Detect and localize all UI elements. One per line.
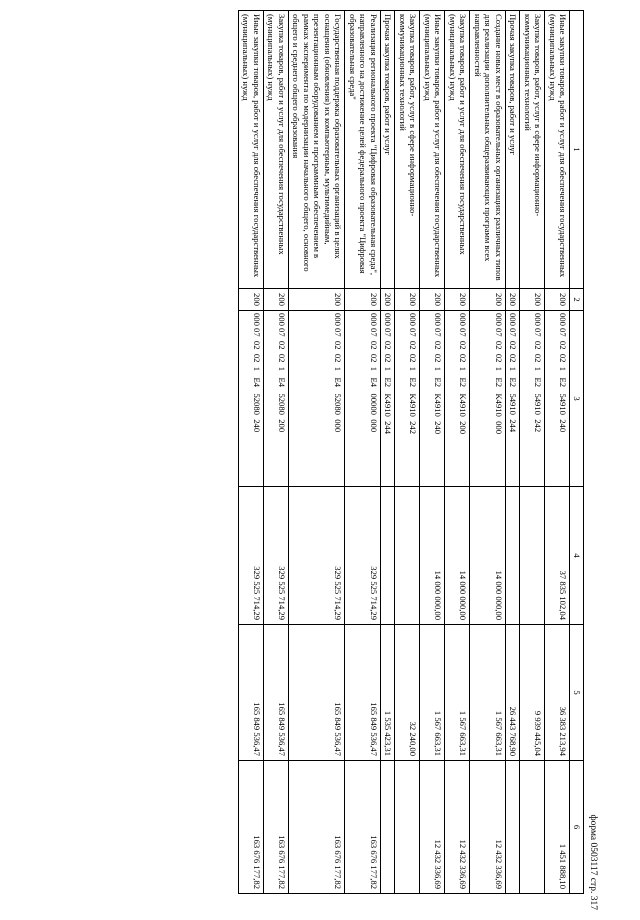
unexecuted-amount-cell — [380, 761, 394, 894]
budget-code-cell: 000 07 02 02 1 E2 54910 240 — [545, 311, 570, 487]
approved-amount-cell — [380, 487, 394, 625]
executed-amount-cell: 36 383 213,94 — [545, 625, 570, 761]
unexecuted-amount-cell: 12 432 336,69 — [420, 761, 445, 894]
unexecuted-amount-cell: 12 432 336,69 — [445, 761, 470, 894]
executed-amount-cell: 1 567 663,31 — [445, 625, 470, 761]
line-code-cell: 200 — [238, 289, 263, 311]
executed-amount-cell: 165 849 536,47 — [345, 625, 380, 761]
table-row — [380, 11, 394, 894]
line-code-cell: 200 — [395, 289, 420, 311]
row-name-cell: Реализация регионального проекта "Цифровая образовательная среда", направленного на достижение целей федерального проекта "Цифровая образовательная среда" — [345, 11, 380, 289]
table-row — [263, 11, 288, 894]
executed-amount-cell: 1 567 663,31 — [420, 625, 445, 761]
approved-amount-cell: 329 525 714,29 — [345, 487, 380, 625]
approved-amount-cell — [505, 487, 519, 625]
table-row — [505, 11, 519, 894]
line-code-cell: 200 — [288, 289, 344, 311]
unexecuted-amount-cell: 12 432 336,69 — [470, 761, 505, 894]
approved-amount-cell: 37 835 102,04 — [545, 487, 570, 625]
line-code-cell: 200 — [470, 289, 505, 311]
approved-amount-cell — [520, 487, 545, 625]
line-code-cell: 200 — [545, 289, 570, 311]
form-label: форма 0503117 стр. 317 — [588, 814, 598, 910]
approved-amount-cell: 14 000 000,00 — [470, 487, 505, 625]
report-table — [238, 10, 584, 894]
budget-code-cell: 000 07 02 02 1 E4 52080 200 — [263, 311, 288, 487]
row-name-cell: Государственная поддержка образовательных организаций в целях оснащения (обновления) их компьютерным, мультимедийным, презентационным оборудованием и программным обеспечением в рамках эксперимента по модернизации начального общего, основного общего и среднего общего образования — [288, 11, 344, 289]
budget-code-cell: 000 07 02 02 1 E4 52080 000 — [288, 311, 344, 487]
budget-code-cell: 000 07 02 02 1 E2 K4910 240 — [420, 311, 445, 487]
budget-code-cell: 000 07 02 02 1 E2 54910 244 — [505, 311, 519, 487]
line-code-cell: 200 — [263, 289, 288, 311]
approved-amount-cell: 329 525 714,29 — [238, 487, 263, 625]
executed-amount-cell: 165 849 536,47 — [238, 625, 263, 761]
unexecuted-amount-cell: 163 676 177,82 — [238, 761, 263, 894]
approved-amount-cell: 329 525 714,29 — [263, 487, 288, 625]
table-row — [345, 11, 380, 894]
executed-amount-cell: 165 849 536,47 — [288, 625, 344, 761]
row-name-cell: Закупка товаров, работ, услуг в сфере информационно-коммуникационных технологий — [520, 11, 545, 289]
table-row — [470, 11, 505, 894]
unexecuted-amount-cell: 1 451 888,10 — [545, 761, 570, 894]
row-name-cell: Прочая закупка товаров, работ и услуг — [505, 11, 519, 289]
executed-amount-cell: 1 567 663,31 — [470, 625, 505, 761]
table-row — [238, 11, 263, 894]
table-row — [395, 11, 420, 894]
header-cell: 5 — [570, 625, 584, 761]
executed-amount-cell: 26 443 768,90 — [505, 625, 519, 761]
line-code-cell: 200 — [380, 289, 394, 311]
budget-code-cell: 000 07 02 02 1 E2 K4910 200 — [445, 311, 470, 487]
budget-code-cell: 000 07 02 02 1 E4 00000 000 — [345, 311, 380, 487]
table-row — [288, 11, 344, 894]
row-name-cell: Иные закупки товаров, работ и услуг для обеспечения государственных (муниципальных) нужд — [545, 11, 570, 289]
unexecuted-amount-cell — [505, 761, 519, 894]
header-row — [570, 11, 584, 894]
budget-code-cell: 000 07 02 02 1 E4 52080 240 — [238, 311, 263, 487]
line-code-cell: 200 — [420, 289, 445, 311]
executed-amount-cell: 9 939 445,04 — [520, 625, 545, 761]
executed-amount-cell: 165 849 536,47 — [263, 625, 288, 761]
row-name-cell: Иные закупки товаров, работ и услуг для обеспечения государственных (муниципальных) нужд — [420, 11, 445, 289]
budget-code-cell: 000 07 02 02 1 E2 K4910 000 — [470, 311, 505, 487]
line-code-cell: 200 — [345, 289, 380, 311]
header-cell: 2 — [570, 289, 584, 311]
executed-amount-cell: 1 535 423,31 — [380, 625, 394, 761]
rotated-page — [50, 0, 600, 920]
row-name-cell: Закупка товаров, работ и услуг для обеспечения государственных (муниципальных) нужд — [263, 11, 288, 289]
approved-amount-cell — [395, 487, 420, 625]
row-name-cell: Иные закупки товаров, работ и услуг для обеспечения государственных (муниципальных) нужд — [238, 11, 263, 289]
approved-amount-cell: 329 525 714,29 — [288, 487, 344, 625]
budget-code-cell: 000 07 02 02 1 E2 K4910 244 — [380, 311, 394, 487]
header-cell: 6 — [570, 761, 584, 894]
row-name-cell: Закупка товаров, работ, услуг в сфере информационно-коммуникационных технологий — [395, 11, 420, 289]
approved-amount-cell: 14 000 000,00 — [445, 487, 470, 625]
budget-code-cell: 000 07 02 02 1 E2 54910 242 — [520, 311, 545, 487]
unexecuted-amount-cell — [395, 761, 420, 894]
row-name-cell: Закупка товаров, работ и услуг для обеспечения государственных (муниципальных) нужд — [445, 11, 470, 289]
unexecuted-amount-cell — [520, 761, 545, 894]
line-code-cell: 200 — [520, 289, 545, 311]
row-name-cell: Прочая закупка товаров, работ и услуг — [380, 11, 394, 289]
executed-amount-cell: 32 240,00 — [395, 625, 420, 761]
header-cell: 3 — [570, 311, 584, 487]
line-code-cell: 200 — [445, 289, 470, 311]
unexecuted-amount-cell: 163 676 177,82 — [263, 761, 288, 894]
budget-code-cell: 000 07 02 02 1 E2 K4910 242 — [395, 311, 420, 487]
row-name-cell: Создание новых мест в образовательных организациях различных типов для реализации дополнительных общеразвивающих программ всех направленностей — [470, 11, 505, 289]
table-row — [520, 11, 545, 894]
table-row — [445, 11, 470, 894]
approved-amount-cell: 14 000 000,00 — [420, 487, 445, 625]
unexecuted-amount-cell: 163 676 177,82 — [345, 761, 380, 894]
table-row — [420, 11, 445, 894]
header-cell: 4 — [570, 487, 584, 625]
header-cell: 1 — [570, 11, 584, 289]
table-row — [545, 11, 570, 894]
unexecuted-amount-cell: 163 676 177,82 — [288, 761, 344, 894]
line-code-cell: 200 — [505, 289, 519, 311]
